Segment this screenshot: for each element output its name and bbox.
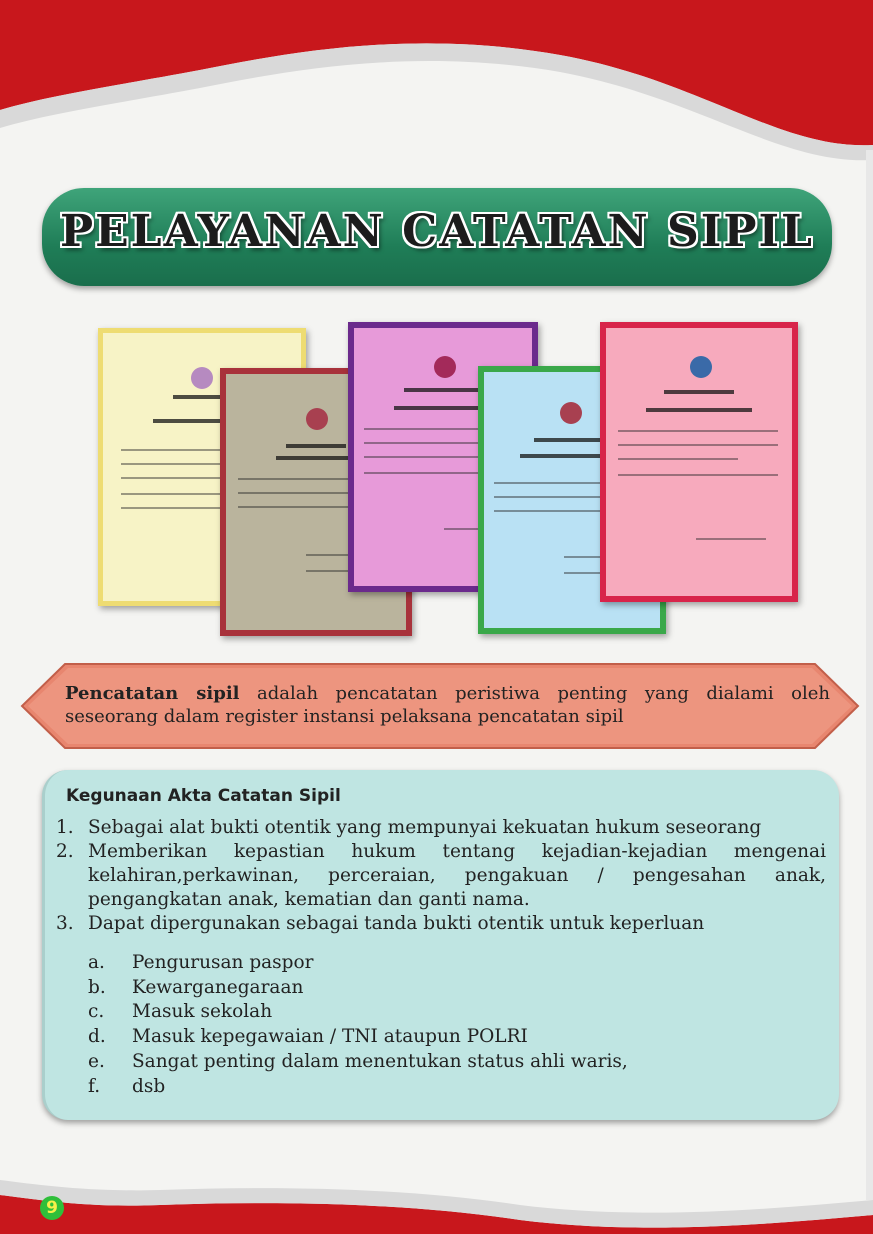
sub-item-text: Kewarganegaraan	[132, 977, 304, 998]
sub-item	[88, 952, 314, 973]
definition-term: Pencatatan sipil	[65, 683, 240, 704]
uses-title: Kegunaan Akta Catatan Sipil	[66, 786, 341, 806]
list-item-text: Memberikan kepastian hukum tentang kejadian-kejadian mengenai kelahiran,perkawinan, perceraian, pengakuan / pengesahan anak, pengangkatan anak, kematian dan ganti nama.	[88, 841, 826, 910]
sub-item	[88, 977, 303, 998]
page-title: PELAYANAN CATATAN SIPIL	[60, 206, 814, 257]
certificate-red	[600, 322, 798, 602]
sub-item-letter: f.	[88, 1076, 101, 1097]
sub-item	[88, 1001, 272, 1022]
sub-item-text: Sangat penting dalam menentukan status ahli waris,	[132, 1051, 628, 1072]
sub-item-letter: a.	[88, 952, 105, 973]
sub-item-letter: e.	[88, 1051, 105, 1072]
definition-body: adalah pencatatan peristiwa penting yang dialami oleh seseorang dalam register instansi pelaksana pencatatan sipil	[65, 683, 830, 727]
title-banner	[42, 188, 832, 286]
sub-item-text: dsb	[132, 1076, 166, 1097]
sub-item-text: Masuk kepegawaian / TNI ataupun POLRI	[132, 1026, 528, 1047]
sub-item-text: Pengurusan paspor	[132, 952, 314, 973]
definition-text	[65, 682, 830, 728]
sub-item-letter: d.	[88, 1026, 106, 1047]
sub-item	[88, 1026, 528, 1047]
list-item-number: 2.	[56, 841, 74, 862]
page-number: 9	[40, 1196, 64, 1220]
uses-list	[56, 816, 826, 936]
list-item	[56, 816, 826, 840]
list-item-text: Dapat dipergunakan sebagai tanda bukti otentik untuk keperluan	[88, 913, 705, 934]
list-item-number: 3.	[56, 913, 74, 934]
sub-item	[88, 1076, 165, 1097]
list-item	[56, 840, 826, 912]
sub-item-letter: c.	[88, 1001, 105, 1022]
sub-item	[88, 1051, 628, 1072]
sub-item-text: Masuk sekolah	[132, 1001, 273, 1022]
sub-item-letter: b.	[88, 977, 106, 998]
list-item-number: 1.	[56, 817, 74, 838]
list-item-text: Sebagai alat bukti otentik yang mempunyai kekuatan hukum seseorang	[88, 817, 762, 838]
list-item	[56, 912, 826, 936]
